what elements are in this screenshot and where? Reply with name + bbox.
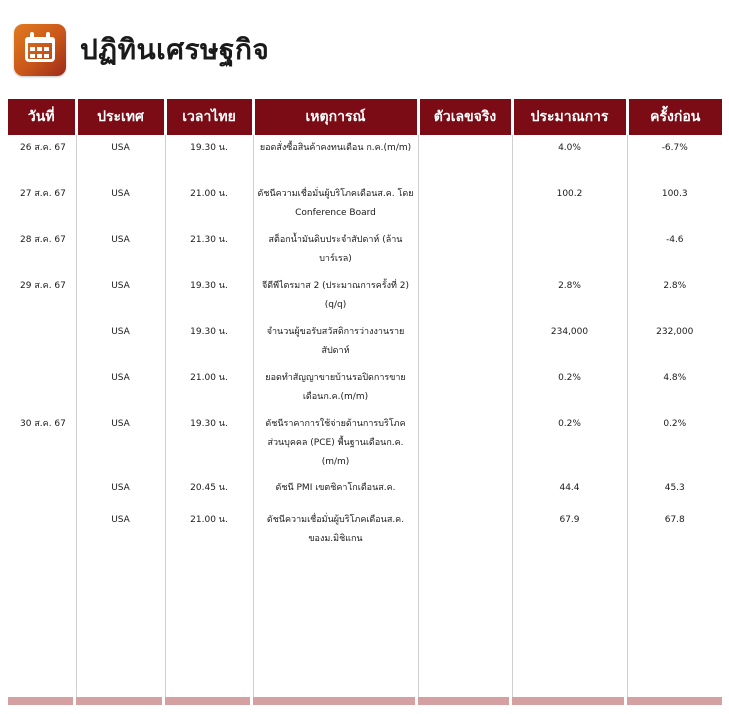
table-footer-bar xyxy=(8,697,722,705)
cell-previous: -4.6 xyxy=(627,227,722,273)
cell-time: 21.00 น. xyxy=(165,181,253,227)
table-row xyxy=(8,135,722,181)
cell-date: 27 ส.ค. 67 xyxy=(20,189,66,199)
cell-event: ยอดทำสัญญาขายบ้านรอปิดการขายเดือนก.ค.(m/m) xyxy=(253,365,418,411)
cell-event: จำนวนผู้ขอรับสวัสดิการว่างงานรายสัปดาห์ xyxy=(253,319,418,365)
cell-time: 21.00 น. xyxy=(165,365,253,411)
table-row xyxy=(8,181,722,227)
cell-event: ดัชนีความเชื่อมั่นผู้บริโภคเดือนส.ค. ของม.มิชิแกน xyxy=(253,507,418,553)
cell-date xyxy=(8,475,76,507)
cell-forecast: 44.4 xyxy=(512,475,627,507)
cell-previous: 2.8% xyxy=(627,273,722,319)
column-header-event: เหตุการณ์ xyxy=(253,99,418,135)
cell-forecast: 67.9 xyxy=(512,507,627,553)
cell-time: 20.45 น. xyxy=(165,475,253,507)
table-row xyxy=(8,365,722,411)
cell-country: USA xyxy=(76,135,165,181)
cell-actual xyxy=(418,135,512,181)
cell-country: USA xyxy=(76,181,165,227)
table-row xyxy=(8,227,722,273)
cell-date: 28 ส.ค. 67 xyxy=(20,235,66,245)
page-title: ปฏิทินเศรษฐกิจ xyxy=(80,33,270,66)
cell-date xyxy=(8,319,76,365)
cell-previous: 45.3 xyxy=(627,475,722,507)
cell-forecast xyxy=(512,227,627,273)
cell-date xyxy=(8,507,76,553)
cell-country: USA xyxy=(76,319,165,365)
cell-previous: 232,000 xyxy=(627,319,722,365)
cell-country: USA xyxy=(76,273,165,319)
cell-previous: 100.3 xyxy=(627,181,722,227)
cell-forecast: 0.2% xyxy=(512,365,627,411)
table-header-row xyxy=(8,99,722,135)
calendar-icon xyxy=(14,24,66,76)
cell-country: USA xyxy=(76,365,165,411)
cell-event: จีดีพีไตรมาส 2 (ประมาณการครั้งที่ 2) (q/q) xyxy=(253,273,418,319)
cell-event: ดัชนี PMI เขตชิคาโกเดือนส.ค. xyxy=(253,475,418,507)
cell-forecast: 2.8% xyxy=(512,273,627,319)
cell-actual xyxy=(418,475,512,507)
cell-forecast: 4.0% xyxy=(512,135,627,181)
cell-time: 21.30 น. xyxy=(165,227,253,273)
column-header-forecast: ประมาณการ xyxy=(512,99,627,135)
cell-actual xyxy=(418,273,512,319)
cell-date: 26 ส.ค. 67 xyxy=(20,143,66,153)
cell-previous: 0.2% xyxy=(627,411,722,475)
cell-forecast: 0.2% xyxy=(512,411,627,475)
cell-forecast: 234,000 xyxy=(512,319,627,365)
page-header xyxy=(14,22,269,78)
cell-actual xyxy=(418,365,512,411)
cell-previous: 67.8 xyxy=(627,507,722,553)
cell-event: ดัชนีราคาการใช้จ่ายด้านการบริโภคส่วนบุคคล (PCE) พื้นฐานเดือนก.ค. (m/m) xyxy=(253,411,418,475)
cell-actual xyxy=(418,319,512,365)
table-row xyxy=(8,411,722,475)
column-header-thai-time: เวลาไทย xyxy=(165,99,253,135)
cell-actual xyxy=(418,411,512,475)
cell-country: USA xyxy=(76,507,165,553)
cell-actual xyxy=(418,507,512,553)
cell-previous: -6.7% xyxy=(627,135,722,181)
cell-event: สต็อกน้ำมันดิบประจำสัปดาห์ (ล้านบาร์เรล) xyxy=(253,227,418,273)
column-header-date: วันที่ xyxy=(8,99,76,135)
cell-time: 19.30 น. xyxy=(165,135,253,181)
cell-actual xyxy=(418,227,512,273)
cell-previous: 4.8% xyxy=(627,365,722,411)
cell-date: 30 ส.ค. 67 xyxy=(20,419,66,429)
cell-country: USA xyxy=(76,411,165,475)
column-header-previous: ครั้งก่อน xyxy=(627,99,722,135)
table-row xyxy=(8,319,722,365)
cell-forecast: 100.2 xyxy=(512,181,627,227)
table-row xyxy=(8,475,722,507)
cell-event: ยอดสั่งซื้อสินค้าคงทนเดือน ก.ค.(m/m) xyxy=(253,135,418,181)
cell-actual xyxy=(418,181,512,227)
table-row xyxy=(8,273,722,319)
cell-country: USA xyxy=(76,475,165,507)
cell-time: 19.30 น. xyxy=(165,273,253,319)
cell-date xyxy=(8,365,76,411)
cell-country: USA xyxy=(76,227,165,273)
cell-date: 29 ส.ค. 67 xyxy=(20,281,66,291)
cell-time: 19.30 น. xyxy=(165,411,253,475)
economic-calendar-table xyxy=(8,99,722,553)
table-row xyxy=(8,507,722,553)
cell-time: 19.30 น. xyxy=(165,319,253,365)
column-header-country: ประเทศ xyxy=(76,99,165,135)
cell-event: ดัชนีความเชื่อมั่นผู้บริโภคเดือนส.ค. โดย Conference Board xyxy=(253,181,418,227)
cell-time: 21.00 น. xyxy=(165,507,253,553)
column-header-actual: ตัวเลขจริง xyxy=(418,99,512,135)
